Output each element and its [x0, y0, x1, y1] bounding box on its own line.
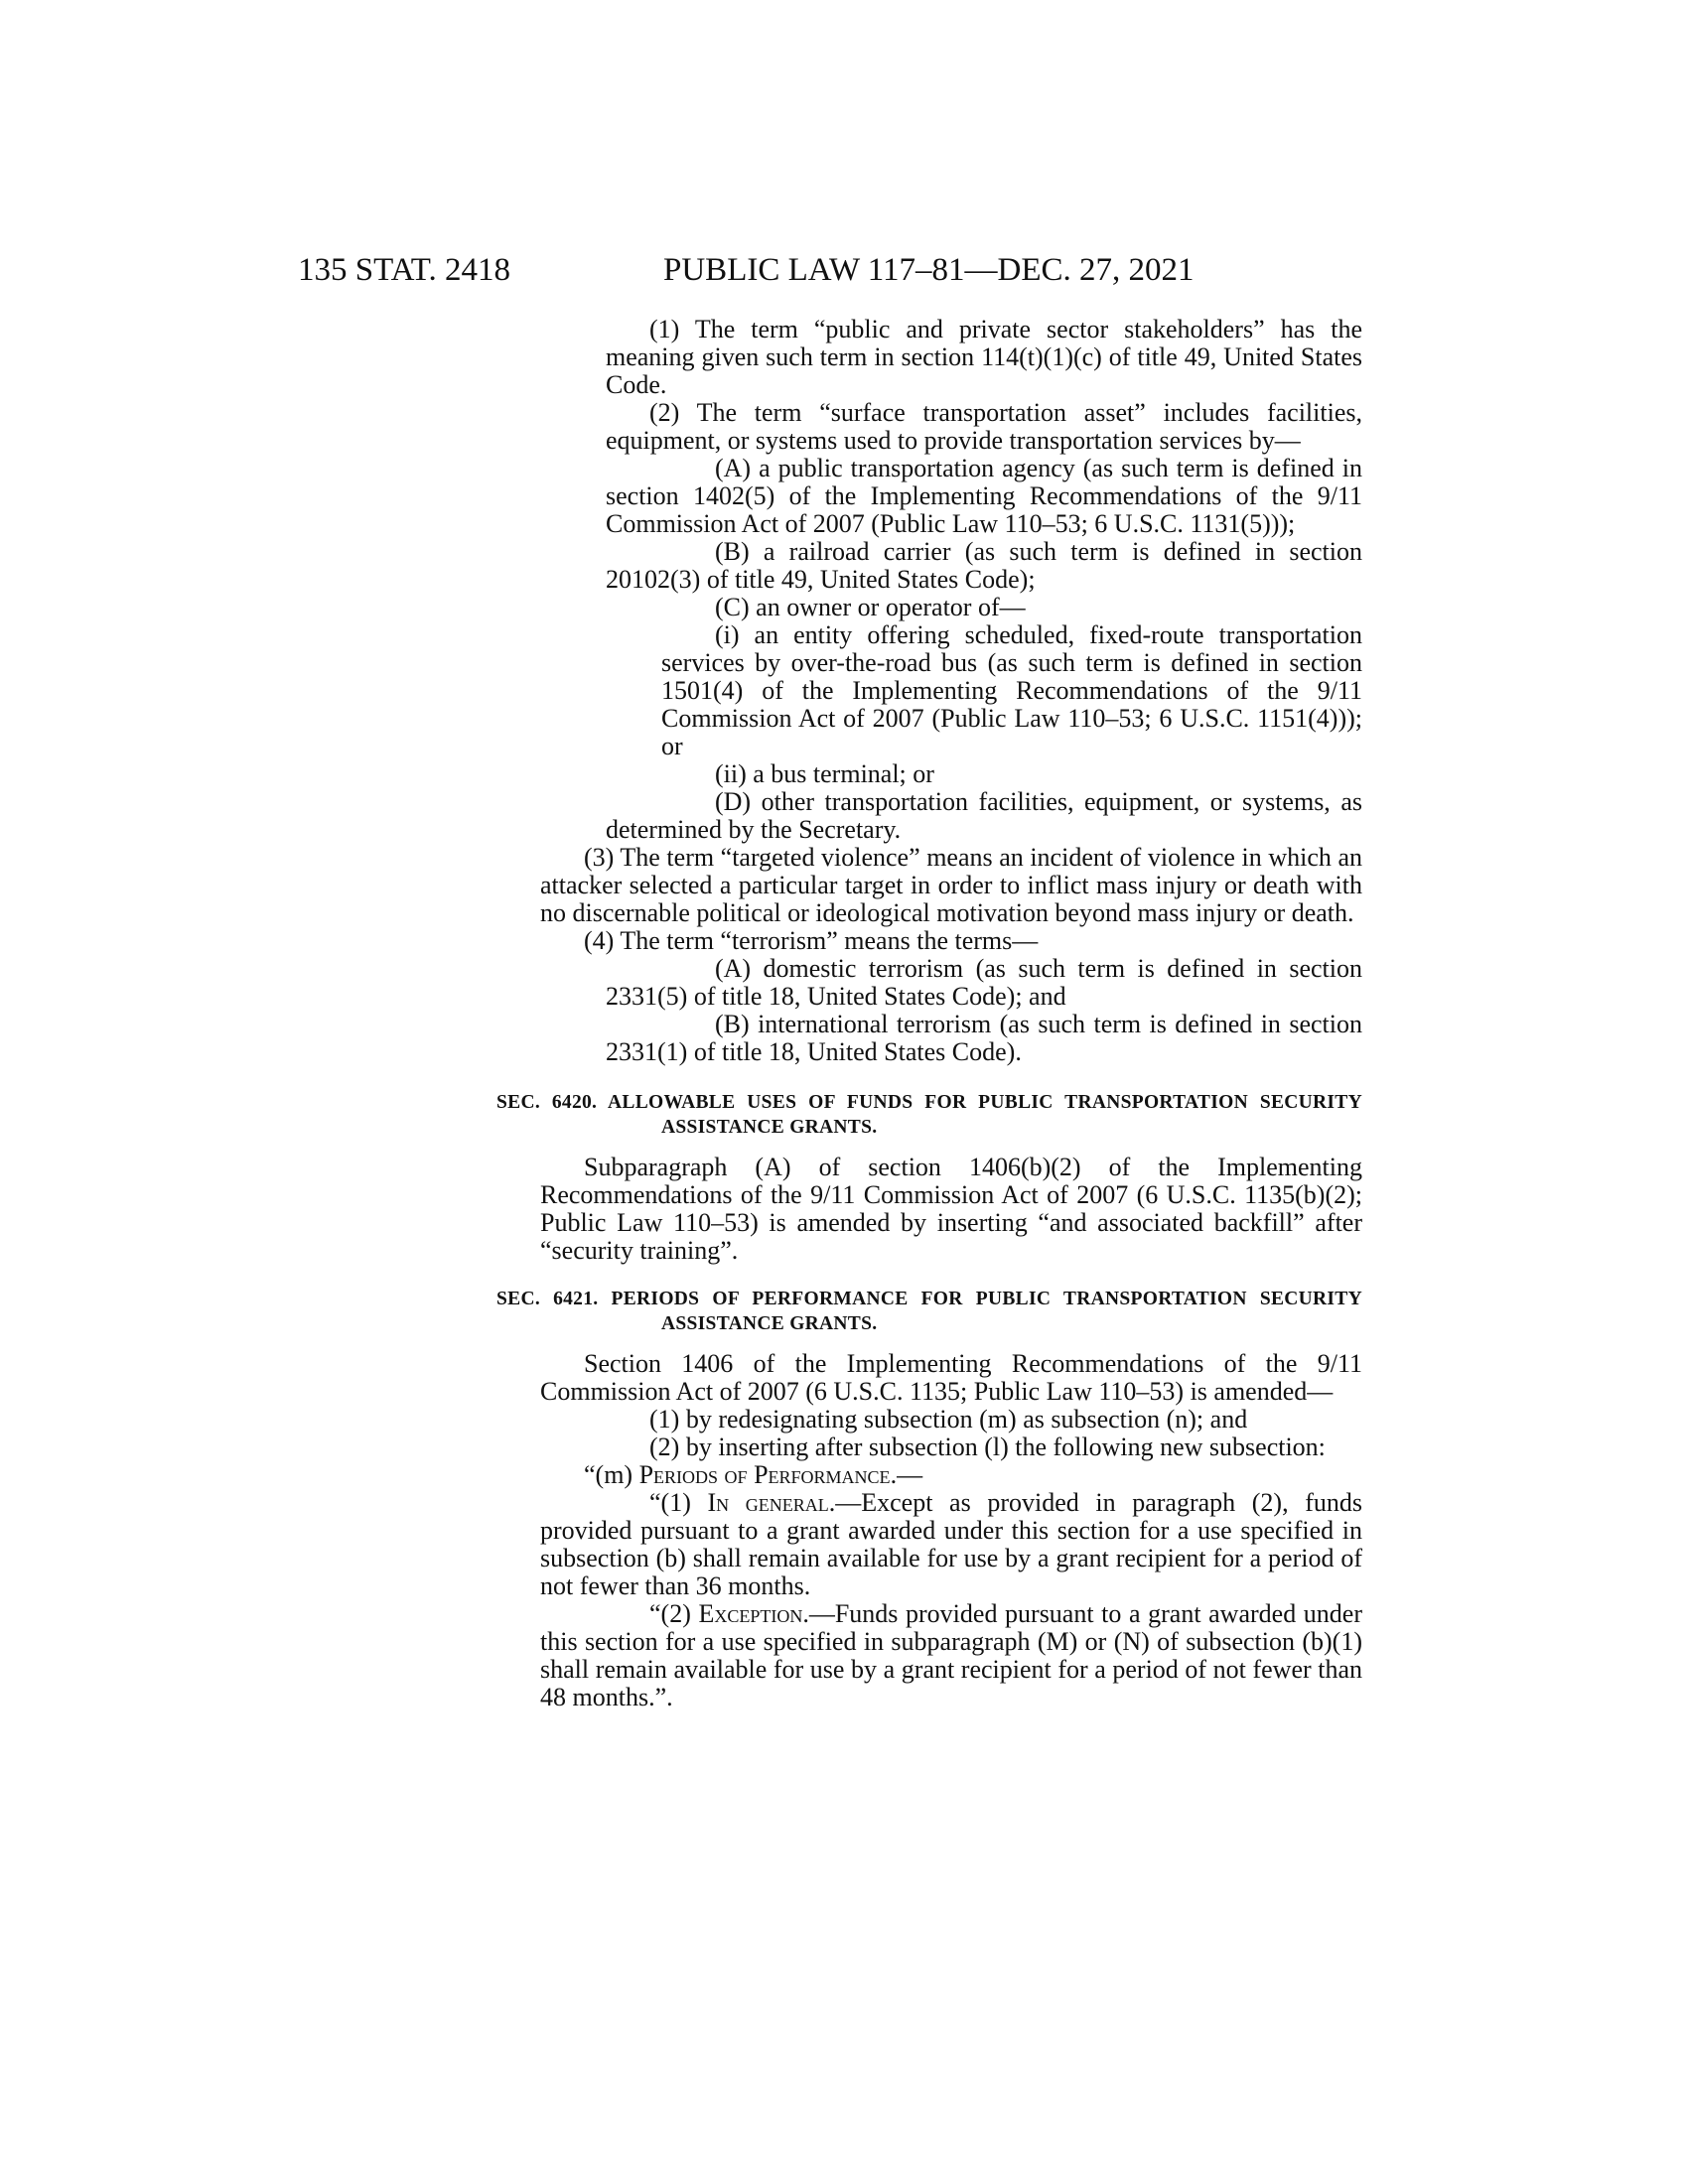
definition-subparagraph-2b: (B) a railroad carrier (as such term is defined in section 20102(3) of title 49, United States Code);: [606, 537, 1362, 594]
definition-clause-2c-ii: (ii) a bus terminal; or: [715, 759, 934, 788]
subsection-m-paragraph-2: [540, 1600, 1362, 1711]
definition-subparagraph-2c: (C) an owner or operator of—: [715, 593, 1026, 621]
definition-clause-2c-i: (i) an entity offering scheduled, fixed-route transportation services by over-the-road bus (as such term is defined in section 1501(4) of the Implementing Recommendations of the 9/11 Commission Act of 2007 (Public Law 110–53; 6 U.S.C. 1151(4))); or: [661, 620, 1362, 760]
section-6421-heading: SEC. 6421. PERIODS OF PERFORMANCE FOR PUBLIC TRANSPORTATION SECURITY ASSISTANCE GRANTS.: [496, 1289, 1362, 1334]
page-header: [298, 250, 1380, 290]
paragraph-1-title: In general: [707, 1488, 829, 1517]
paragraph-2-title: Exception: [698, 1599, 803, 1628]
definition-paragraph-1: (1) The term “public and private sector stakeholders” has the meaning given such term in section 114(t)(1)(c) of title 49, United States Code.: [606, 315, 1362, 399]
definition-paragraph-3: (3) The term “targeted violence” means an incident of violence in which an attacker selected a particular target in order to inflict mass injury or death with no discernable political or ideological motivation beyond mass injury or death.: [540, 843, 1362, 927]
definition-paragraph-2: (2) The term “surface transportation asset” includes facilities, equipment, or systems used to provide transportation services by—: [606, 398, 1362, 455]
section-6420-heading: SEC. 6420. ALLOWABLE USES OF FUNDS FOR PUBLIC TRANSPORTATION SECURITY ASSISTANCE GRANTS.: [496, 1092, 1362, 1138]
section-6421-intro: Section 1406 of the Implementing Recommendations of the 9/11 Commission Act of 2007 (6 U.S.C. 1135; Public Law 110–53) is amended—: [540, 1349, 1362, 1406]
subsection-m-heading: [540, 1461, 1362, 1489]
paragraph-2-text: .—Funds provided pursuant to a grant awarded under this section for a use specified in subparagraph (M) or (N) of subsection (b)(1) shall remain available for use by a grant recipient for a period of not fewer than 48 months.”.: [540, 1599, 1362, 1711]
section-6421-item-1: (1) by redesignating subsection (m) as subsection (n); and: [649, 1405, 1248, 1433]
definition-paragraph-4: (4) The term “terrorism” means the terms—: [584, 926, 1039, 955]
stat-page-number: 135 STAT. 2418: [298, 252, 511, 288]
paragraph-1-prefix: “(1): [649, 1488, 708, 1517]
definition-subparagraph-2a: (A) a public transportation agency (as such term is defined in section 1402(5) of the Implementing Recommendations of the 9/11 Commission Act of 2007 (Public Law 110–53; 6 U.S.C. 1131(5)));: [606, 454, 1362, 538]
paragraph-1-text: .—Except as provided in paragraph (2), funds provided pursuant to a grant awarded under this section for a use specified in subsection (b) shall remain available for use by a grant recipient for a period of not fewer than 36 months.: [540, 1488, 1362, 1600]
subsection-m-paragraph-1: [540, 1489, 1362, 1600]
subsection-m-prefix: “(m): [584, 1460, 639, 1489]
definition-subparagraph-2d: (D) other transportation facilities, equipment, or systems, as determined by the Secretary.: [606, 787, 1362, 844]
paragraph-2-prefix: “(2): [649, 1599, 699, 1628]
definition-subparagraph-4b: (B) international terrorism (as such term is defined in section 2331(1) of title 18, United States Code).: [606, 1010, 1362, 1066]
section-6420-text: Subparagraph (A) of section 1406(b)(2) of the Implementing Recommendations of the 9/11 Commission Act of 2007 (6 U.S.C. 1135(b)(2); Public Law 110–53) is amended by inserting “and associated backfill” after “security training”.: [540, 1153, 1362, 1265]
subsection-m-title: Periods of Performance: [638, 1460, 891, 1489]
running-head: PUBLIC LAW 117–81—DEC. 27, 2021: [663, 252, 1195, 288]
subsection-m-suffix: .—: [890, 1460, 923, 1489]
section-6421-item-2: (2) by inserting after subsection (l) the following new subsection:: [649, 1433, 1326, 1461]
definition-subparagraph-4a: (A) domestic terrorism (as such term is defined in section 2331(5) of title 18, United States Code); and: [606, 954, 1362, 1011]
document-body: [496, 315, 1362, 1711]
